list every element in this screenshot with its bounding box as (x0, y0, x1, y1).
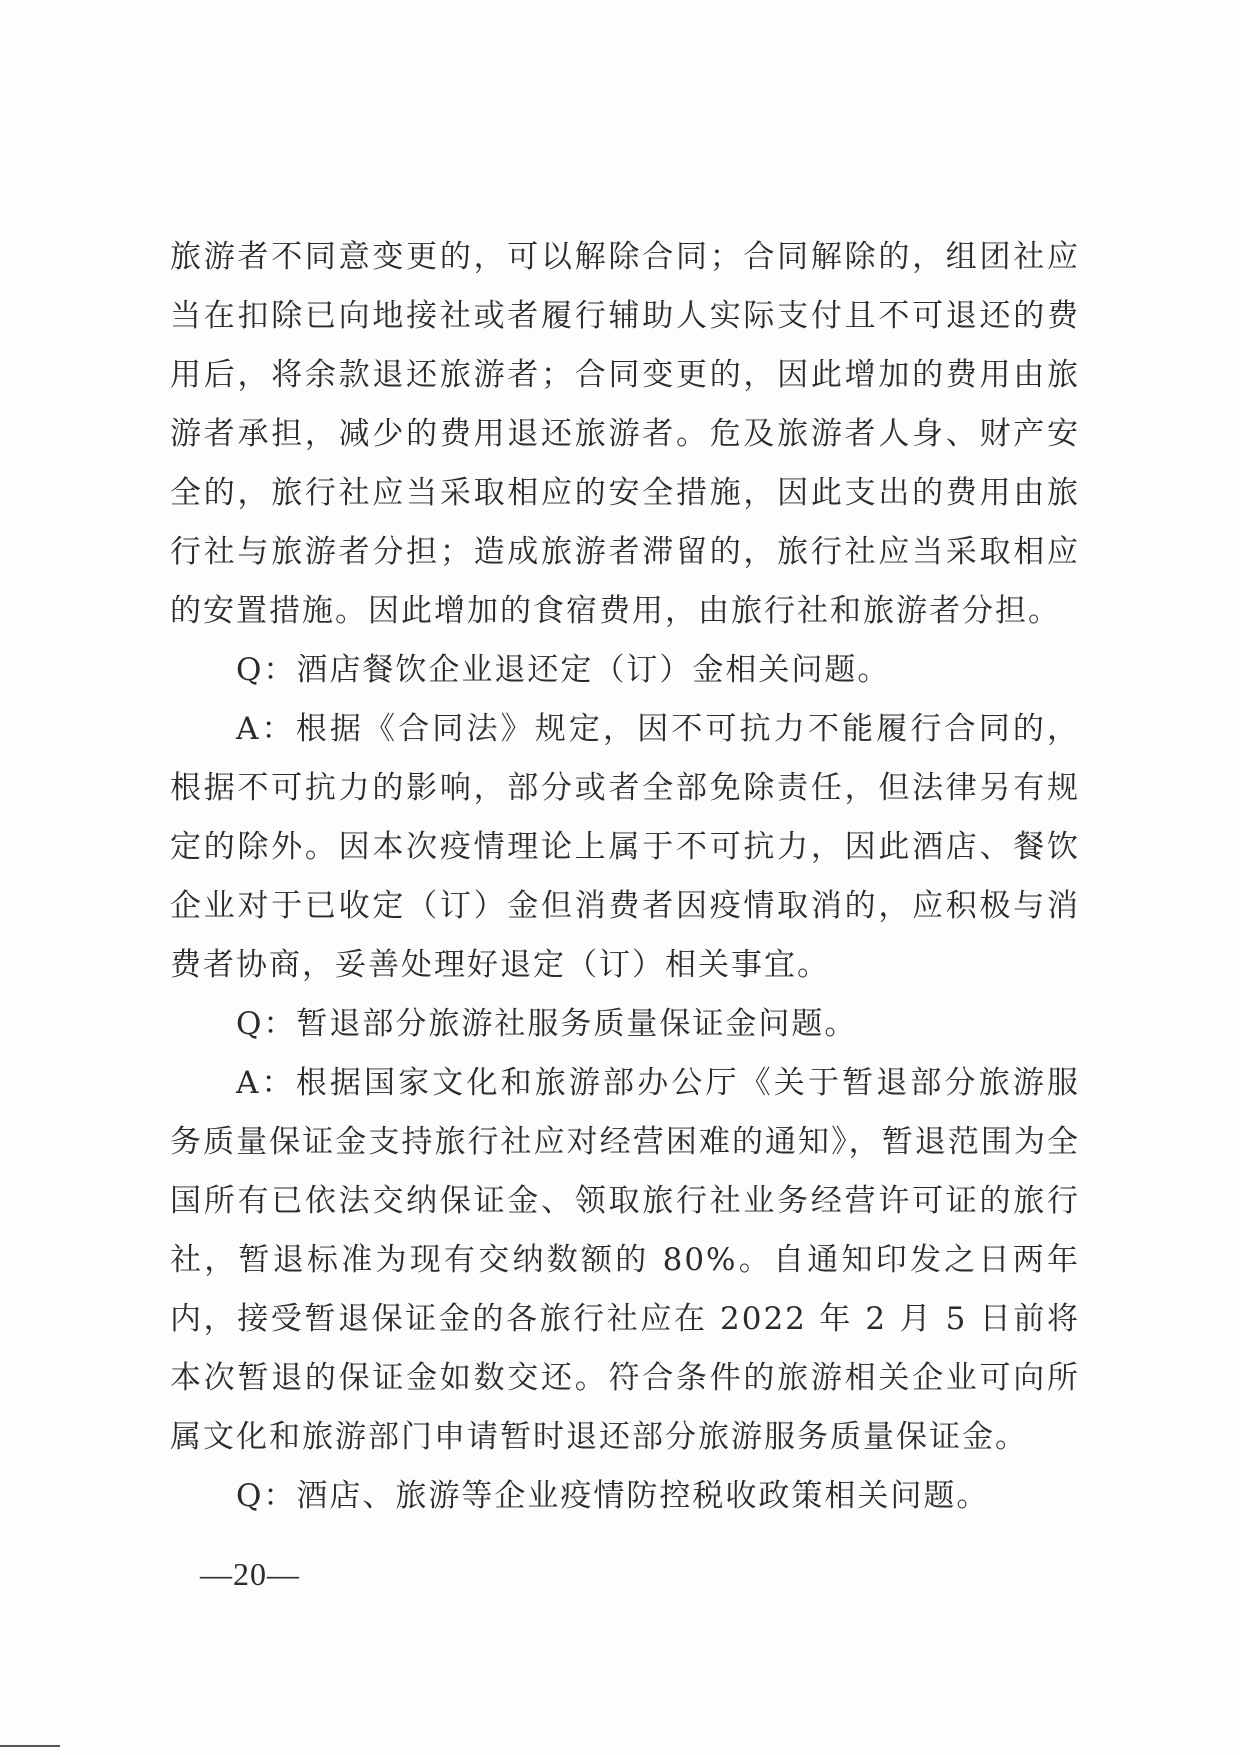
paragraph-travel-contract: 旅游者不同意变更的，可以解除合同；合同解除的，组团社应当在扣除已向地接社或者履行辅助人实际支付且不可退还的费用后，将余款退还旅游者；合同变更的，因此增加的费用由旅游者承担，减少的费用退还旅游者。危及旅游者人身、财产安全的，旅行社应当采取相应的安全措施，因此支出的费用由旅行社与旅游者分担；造成旅游者滞留的，旅行社应当采取相应的安置措施。因此增加的食宿费用，由旅行社和旅游者分担。 (170, 239, 1080, 629)
answer-guarantee-deposit: A：根据国家文化和旅游部办公厅《关于暂退部分旅游服务质量保证金支持旅行社应对经营困难的通知》，暂退范围为全国所有已依法交纳保证金、领取旅行社业务经营许可证的旅行社，暂退标准为现有交纳数额的 80%。自通知印发之日两年内，接受暂退保证金的各旅行社应在 2022 年 2 月 5 日前将本次暂退的保证金如数交还。符合条件的旅游相关企业可向所属文化和旅游部门申请暂时退还部分旅游服务质量保证金。 (170, 1065, 1080, 1455)
answer-hotel-deposit: A：根据《合同法》规定，因不可抗力不能履行合同的，根据不可抗力的影响，部分或者全部免除责任，但法律另有规定的除外。因本次疫情理论上属于不可抗力，因此酒店、餐饮企业对于已收定（订）金但消费者因疫情取消的，应积极与消费者协商，妥善处理好退定（订）相关事宜。 (170, 711, 1080, 983)
body-text (170, 228, 1080, 1526)
question-hotel-deposit: Q：酒店餐饮企业退还定（订）金相关问题。 (236, 652, 891, 688)
scan-edge-mark (0, 1745, 60, 1747)
question-guarantee-deposit: Q：暂退部分旅游社服务质量保证金问题。 (236, 1006, 858, 1042)
page-number: —20— (200, 1556, 300, 1592)
question-tax-policy: Q：酒店、旅游等企业疫情防控税收政策相关问题。 (236, 1478, 990, 1514)
